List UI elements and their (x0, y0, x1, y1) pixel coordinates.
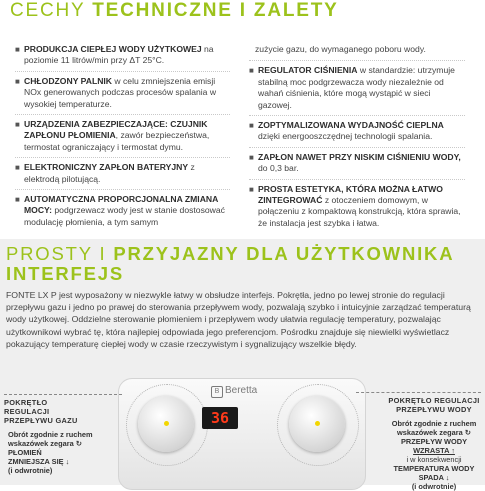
interface-description: FONTE LX P jest wyposażony w niezwykle łatwy w obsłudze interfejs. Pokrętła, jedno po lewej stronie do regulacji przepływu gazu i jedno po prawej do sterowania przepływem wody, pozwalają szybko i intuicyjnie zarządzać temperaturą wody użytkowej. Oddzielne sterowanie płomieniem i przepływem wody ułatwia regulację temperatury, pozwalając użytkownikowi wybrać tę, która najlepiej odpowiada jego preferencjom. Pośrodku znajduje się niewielki wyświetlacz pokazujący temperaturę ciepłej wody w czasie rzeczywistym i sygnalizujący wszelkie błędy. (6, 290, 471, 349)
water-flow-knob[interactable] (289, 396, 345, 452)
gas-flow-knob[interactable] (138, 396, 194, 452)
feature-item: ■ CHŁODZONY PALNIK w celu zmniejszenia emisji NOx generowanych podczas procesów spalania w wysokiej temperaturze. (15, 75, 217, 109)
features-right-column (249, 44, 465, 233)
water-knob-annotation: POKRĘTŁO REGULACJI PRZEPŁYWU WODY Obrót zgodnie z ruchem wskazówek zegara ↻ PRZEPŁYW WODY WZRASTA ↑ i w konsekwencji TEMPERATURA WODY SPADA ↓ (i odwrotnie) (388, 396, 480, 491)
callout-line-left (4, 394, 122, 395)
feature-item: ■ ZAPŁON NAWET PRZY NISKIM CIŚNIENIU WODY, do 0,3 bar. (249, 151, 461, 174)
brand-logo: B Beretta (211, 385, 257, 398)
temperature-display: 36 (202, 407, 238, 429)
heater-control-panel (118, 378, 366, 490)
knob-indicator-led (315, 421, 320, 426)
feature-item: ■ PROSTA ESTETYKA, KTÓRA MOŻNA ŁATWO ZINTEGROWAĆ z otoczeniem domowym, w połączeniu z kompaktową konstrukcją, która sprawia, że instalacja jest szybka i łatwa. (249, 183, 461, 228)
feature-item: ■ URZĄDZENIA ZABEZPIECZAJĄCE: CZUJNIK ZAPŁONU PŁOMIENIA, zawór bezpieczeństwa, termostat ograniczający i termostat dymu. (15, 119, 210, 152)
features-left-column (15, 44, 230, 232)
beretta-logo-icon: B (211, 386, 223, 398)
callout-line-right (356, 392, 481, 393)
feature-item: ■ AUTOMATYCZNA PROPORCJONALNA ZMIANA MOCY: podgrzewacz wody jest w stanie dostosować modulację płomienia, a tym samym (15, 194, 225, 227)
section-title-interface: PROSTY I PRZYJAZNY DLA UŻYTKOWNIKA INTERFEJS (6, 243, 454, 284)
feature-item: ■ ZOPTYMALIZOWANA WYDAJNOŚĆ CIEPLNA dzięki energooszczędnej technologii spalania. (249, 120, 444, 142)
knob-indicator-led (164, 421, 169, 426)
feature-continuation: zużycie gazu, do wymaganego poboru wody. (255, 44, 426, 54)
gas-knob-annotation: POKRĘTŁO REGULACJI PRZEPŁYWU GAZU Obrót zgodnie z ruchem wskazówek zegara ↻ PŁOMIEŃ ZMNIEJSZA SIĘ ↓ (i odwrotnie) (4, 398, 93, 475)
feature-item: ■ REGULATOR CIŚNIENIA w standardzie: utrzymuje stabilną moc podgrzewacza wody niezależnie od wahań ciśnienia, które mogą wystąpić w sieci gazowej. (249, 65, 455, 110)
feature-item: ■ ELEKTRONICZNY ZAPŁON BATERYJNY z elektrodą pilotującą. (15, 162, 195, 184)
section-title-features: CECHY TECHNICZNE I ZALETY (10, 0, 339, 21)
feature-item: ■ PRODUKCJA CIEPŁEJ WODY UŻYTKOWEJ na poziomie 11 litrów/min przy ΔT 25°C. (15, 44, 214, 66)
